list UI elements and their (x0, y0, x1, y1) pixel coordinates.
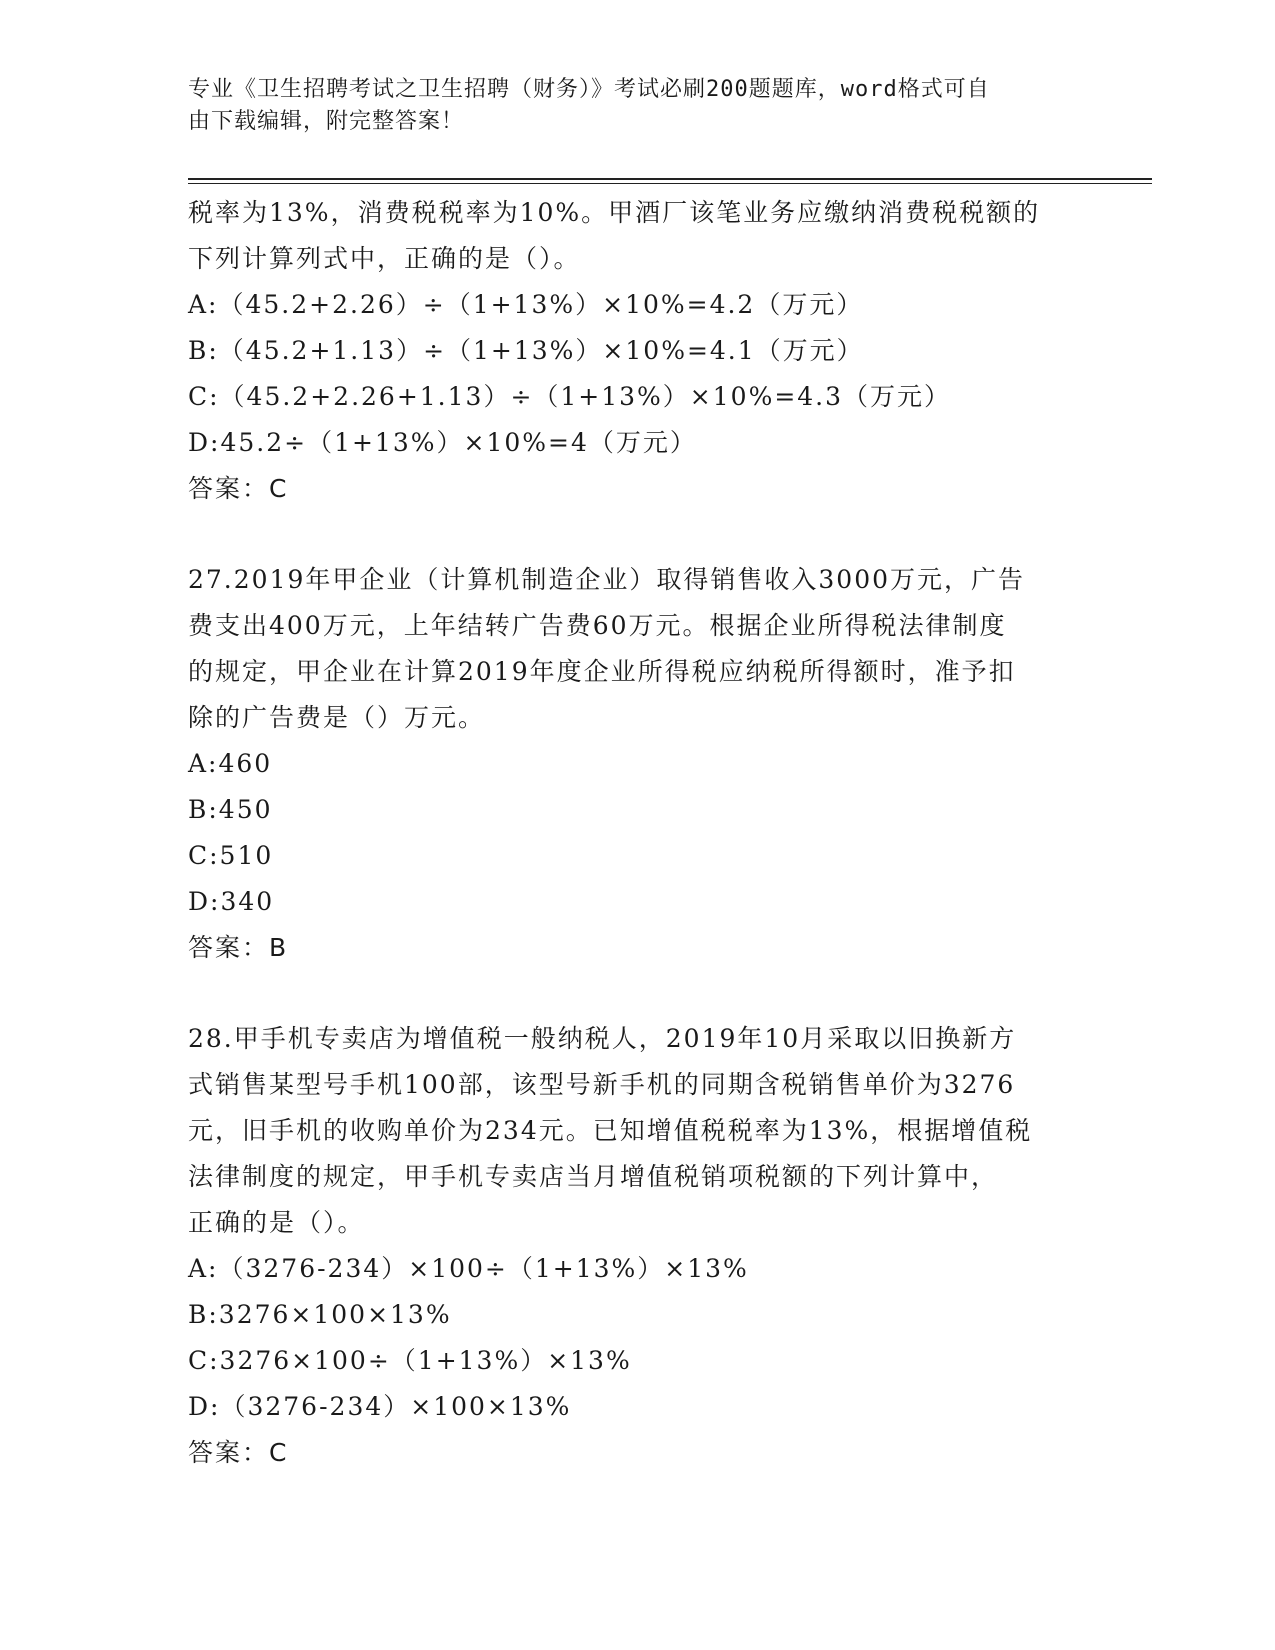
question-content (188, 190, 1088, 1476)
question-continued (188, 190, 1088, 512)
question-stem-line: 法律制度的规定，甲手机专卖店当月增值税销项税额的下列计算中， (188, 1162, 999, 1191)
question-stem-line: 费支出400万元，上年结转广告费60万元。根据企业所得税法律制度 (188, 611, 1007, 640)
option-d: D:45.2÷（1+13%）×10%=4（万元） (188, 428, 697, 457)
option-b: B:450 (188, 795, 273, 824)
option-c: C:3276×100÷（1+13%）×13% (188, 1346, 632, 1375)
answer-line: 答案：B (188, 933, 289, 962)
option-a: A:460 (188, 749, 273, 778)
question-stem-line: 下列计算列式中，正确的是（）。 (188, 244, 581, 273)
header-rule-thick (188, 178, 1152, 180)
question-gap (188, 971, 1088, 1016)
question-stem-line: 的规定，甲企业在计算2019年度企业所得税应纳税所得额时，准予扣 (188, 657, 1016, 686)
question-stem-line: 元，旧手机的收购单价为234元。已知增值税税率为13%，根据增值税 (188, 1116, 1033, 1145)
question-27 (188, 557, 1088, 971)
document-header (188, 74, 1068, 138)
option-a: A:（3276-234）×100÷（1+13%）×13% (188, 1254, 749, 1283)
question-stem-line: 除的广告费是（）万元。 (188, 703, 486, 732)
option-a: A:（45.2+2.26）÷（1+13%）×10%=4.2（万元） (188, 290, 864, 319)
option-d: D:340 (188, 887, 275, 916)
question-stem-line: 28.甲手机专卖店为增值税一般纳税人，2019年10月采取以旧换新方 (188, 1024, 1017, 1053)
header-rule-thin (188, 183, 1152, 184)
question-gap (188, 512, 1088, 557)
answer-line: 答案：C (188, 474, 289, 503)
question-28 (188, 1016, 1088, 1476)
answer-line: 答案：C (188, 1438, 289, 1467)
option-c: C:（45.2+2.26+1.13）÷（1+13%）×10%=4.3（万元） (188, 382, 952, 411)
header-line-2: 由下载编辑，附完整答案！ (188, 109, 465, 134)
option-c: C:510 (188, 841, 274, 870)
question-stem-line: 税率为13%，消费税税率为10%。甲酒厂该笔业务应缴纳消费税税额的 (188, 198, 1041, 227)
header-line-1: 专业《卫生招聘考试之卫生招聘（财务）》考试必刷200题题库，word格式可自 (188, 77, 990, 102)
option-b: B:3276×100×13% (188, 1300, 452, 1329)
question-stem-line: 正确的是（）。 (188, 1208, 365, 1237)
question-stem-line: 式销售某型号手机100部，该型号新手机的同期含税销售单价为3276 (188, 1070, 1016, 1099)
option-b: B:（45.2+1.13）÷（1+13%）×10%=4.1（万元） (188, 336, 864, 365)
option-d: D:（3276-234）×100×13% (188, 1392, 572, 1421)
question-stem-line: 27.2019年甲企业（计算机制造企业）取得销售收入3000万元，广告 (188, 565, 1026, 594)
